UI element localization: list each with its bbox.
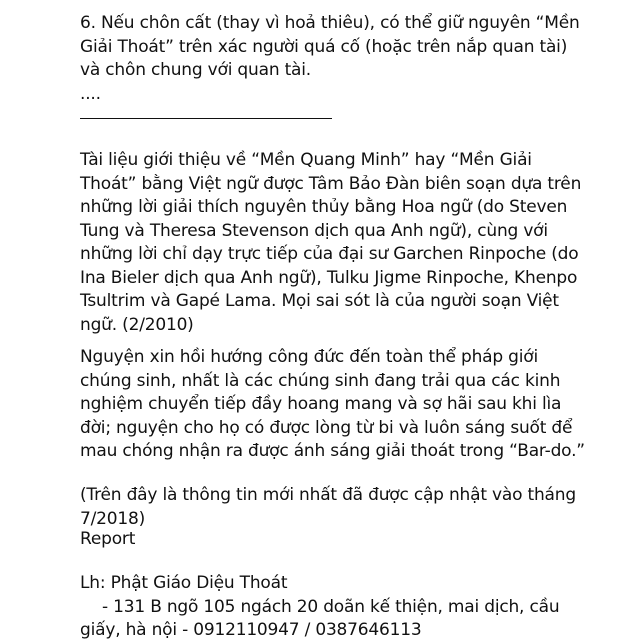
contact-title: Lh: Phật Giáo Diệu Thoát — [80, 573, 288, 593]
text-line: Ina Bieler dịch qua Anh ngữ), Tulku Jigme Rinpoche, Khenpo — [80, 267, 578, 288]
text-line: Tsultrim và Gapé Lama. Mọi sai sót là của người soạn Việt — [80, 291, 559, 311]
text-line: những lời giải thích nguyên thủy bằng Hoa ngữ (do Steven — [80, 197, 568, 217]
text-line: chúng sinh, nhất là các chúng sinh đang trải qua các kinh — [80, 370, 561, 391]
text-line: (Trên đây là thông tin mới nhất đã được cập nhật vào tháng — [80, 485, 576, 505]
text-line: đời; nguyện cho họ có được lòng từ bi và luôn sáng suốt để — [80, 417, 573, 438]
contact-address: giấy, hà nội - 0912110947 / 0387646113 — [80, 620, 422, 640]
horizontal-divider — [80, 118, 332, 119]
text-line: Thoát” bằng Việt ngữ được Tâm Bảo Đàn biên soạn dựa trên — [80, 173, 582, 194]
paragraph-intro — [80, 149, 581, 337]
text-line: Nguyện xin hồi hướng công đức đến toàn thể pháp giới — [80, 347, 539, 367]
text-line: mau chóng nhận ra được ánh sáng giải thoát trong “Bar-do.” — [80, 441, 585, 461]
contact-address: - 131 B ngõ 105 ngách 20 doãn kế thiện, mai dịch, cầu — [102, 596, 560, 617]
text-line: nghiệm chuyển tiếp đầy hoang mang và sợ hãi sau khi lìa — [80, 394, 562, 414]
text-line: 6. Nếu chôn cất (thay vì hoả thiêu), có thể giữ nguyên “Mền — [80, 13, 580, 33]
text-line: và chôn chung với quan tài. — [80, 60, 312, 80]
text-line: .... — [80, 83, 101, 104]
text-line: 7/2018) — [80, 508, 146, 529]
text-line: ngữ. (2/2010) — [80, 314, 194, 335]
text-line: Tài liệu giới thiệu về “Mền Quang Minh” hay “Mền Giải — [80, 150, 532, 170]
text-line: Tung và Theresa Stevenson dịch qua Anh ngữ), cùng với — [80, 220, 548, 241]
paragraph-dedication — [80, 346, 585, 464]
paragraph-burial — [80, 12, 580, 106]
report-link[interactable]: Report — [80, 529, 136, 549]
text-line: những lời chỉ dạy trực tiếp của đại sư Garchen Rinpoche (do — [80, 244, 579, 264]
paragraph-update — [80, 484, 576, 531]
contact-block — [80, 572, 559, 643]
text-line: Giải Thoát” trên xác người quá cố (hoặc trên nắp quan tài) — [80, 36, 568, 57]
